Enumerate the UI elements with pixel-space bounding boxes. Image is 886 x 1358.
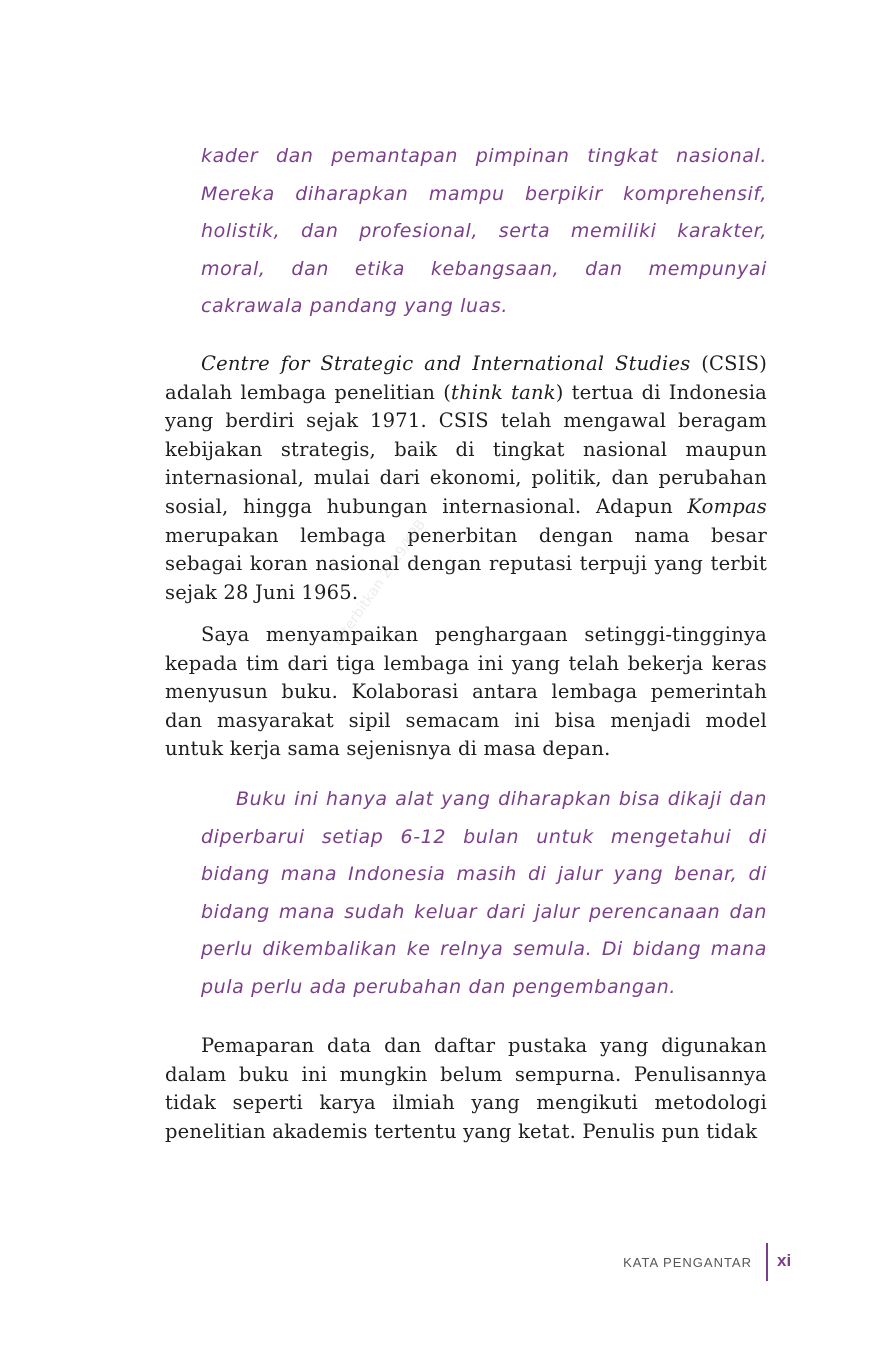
think-tank-term: think tank	[451, 380, 556, 404]
footer-divider	[766, 1243, 768, 1281]
watermark: Diterbitkan 2019/KPB	[330, 517, 430, 650]
kompas-name: Kompas	[687, 494, 767, 518]
quote-block-1: kader dan pemantapan pimpinan tingkat nasional. Mereka diharapkan mampu berpikir komprehensif, holistik, dan profesional, serta memiliki karakter, moral, dan etika kebangsaan, dan mempunyai cakrawala pandang yang luas.	[201, 145, 767, 317]
csis-full-name: Centre for Strategic and International Studies	[201, 352, 691, 375]
paragraph-csis	[165, 350, 767, 607]
paragraph-data: Pemaparan data dan daftar pustaka yang digunakan dalam buku ini mungkin belum sempurna. Penulisannya tidak seperti karya ilmiah yang mengikuti metodologi penelitian akademis tertentu yang ketat. Penulis pun tidak	[165, 1034, 767, 1143]
page-number: xi	[777, 1251, 792, 1270]
paragraph-csis-text-1: (CSIS) adalah lembaga penelitian (	[165, 352, 767, 404]
paragraph-csis-text-3: merupakan lembaga penerbitan dengan nama besar sebagai koran nasional dengan reputasi terpuji yang terbit sejak 28 Juni 1965.	[165, 523, 767, 604]
quote-block-2: Buku ini hanya alat yang diharapkan bisa dikaji dan diperbarui setiap 6-12 bulan untuk mengetahui di bidang mana Indonesia masih di jalur yang benar, di bidang mana sudah keluar dari jalur perencanaan dan perlu dikembalikan ke relnya semula. Di bidang mana pula perlu ada perubahan dan pengembangan.	[201, 788, 767, 998]
running-footer-section: KATA PENGANTAR	[623, 1255, 752, 1270]
paragraph-csis-text-2: ) tertua di Indonesia yang berdiri sejak 1971. CSIS telah mengawal beragam kebijakan strategis, baik di tingkat nasional maupun internasional, mulai dari ekonomi, politik, dan perubahan sosial, hingga hubungan internasional. Adapun	[165, 380, 767, 518]
paragraph-appreciation: Saya menyampaikan penghargaan setinggi-tingginya kepada tim dari tiga lembaga ini yang telah bekerja keras menyusun buku. Kolaborasi antara lembaga pemerintah dan masyarakat sipil semacam ini bisa menjadi model untuk kerja sama sejenisnya di masa depan.	[165, 623, 767, 761]
